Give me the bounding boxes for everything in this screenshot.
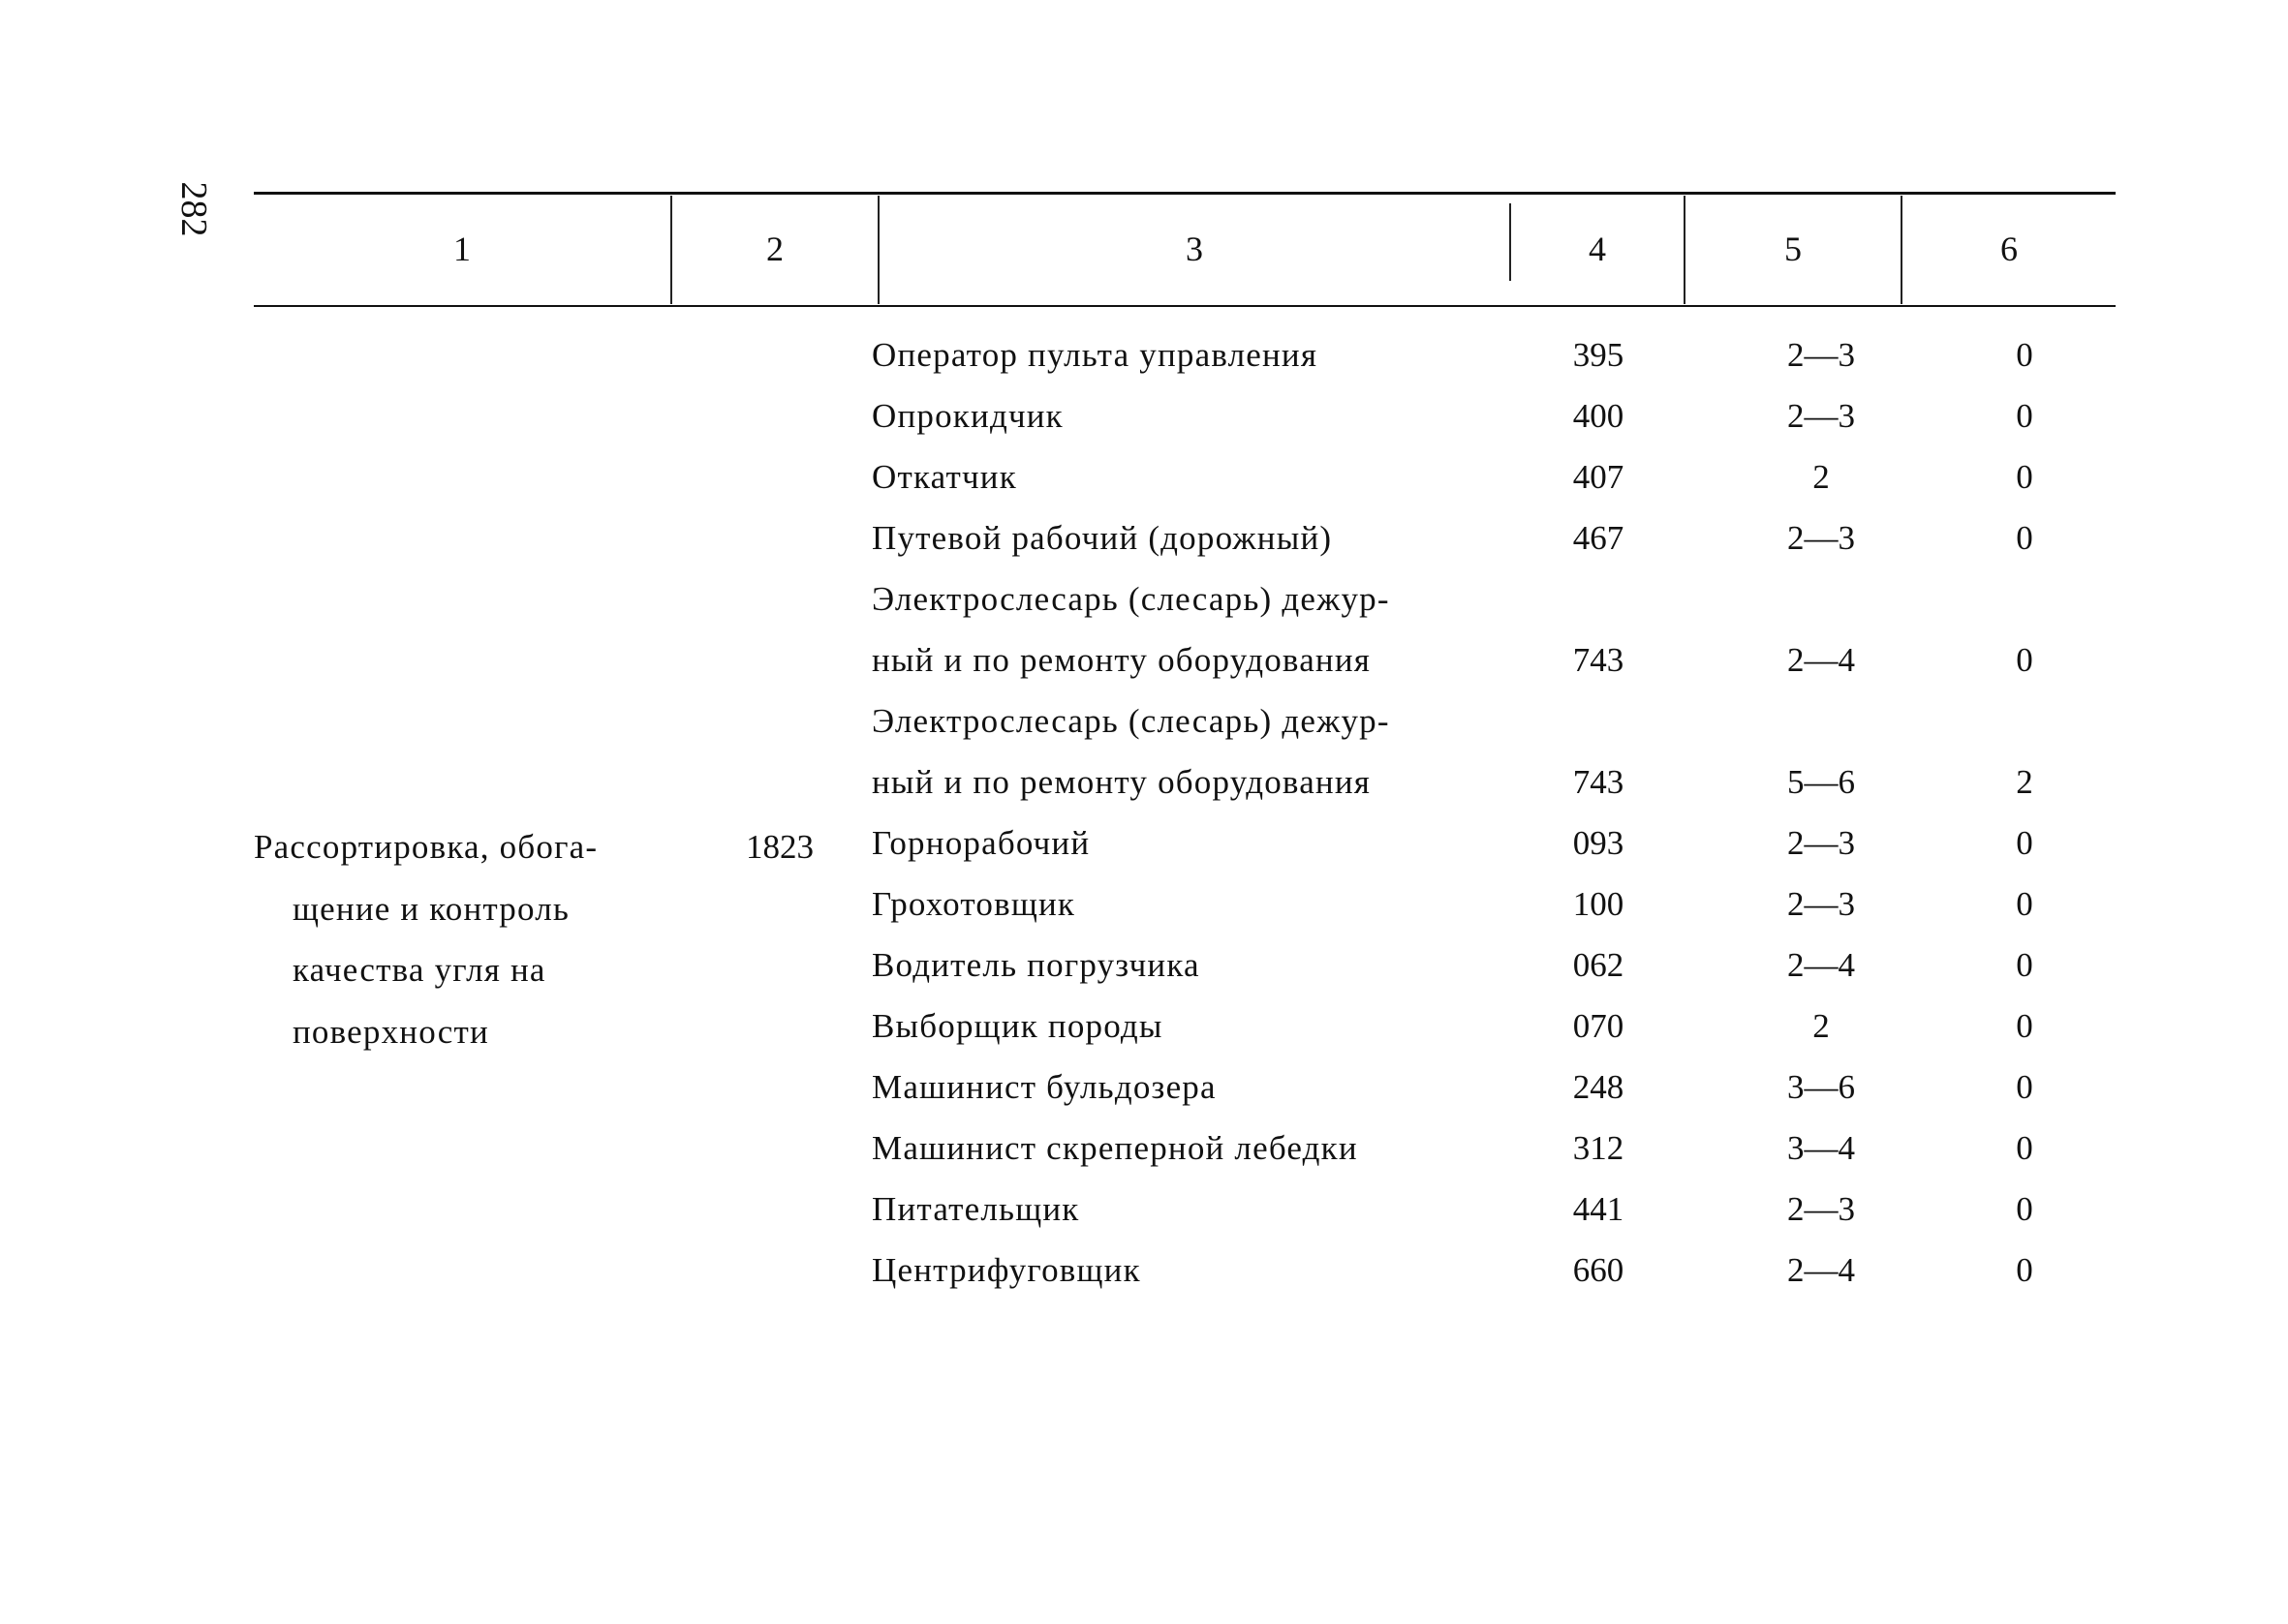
profession-code: 070 [1572,1007,1624,1045]
value: 0 [2016,1007,2033,1045]
profession-code: 100 [1572,885,1624,923]
profession-code: 660 [1572,1251,1624,1289]
value: 2 [2016,763,2033,801]
table-row [0,690,2288,751]
profession-name: Откатчик [872,458,1017,496]
profession-code: 743 [1572,641,1624,679]
profession-name: ный и по ремонту оборудования [872,641,1372,679]
profession-name: Питательщик [872,1190,1080,1228]
value: 0 [2016,458,2033,496]
profession-code: 441 [1572,1190,1624,1228]
header-col-2: 2 [766,230,784,268]
value: 0 [2016,1068,2033,1106]
profession-name: Горнорабочий [872,824,1091,862]
table-row [0,385,2288,446]
profession-name: Оператор пульта управления [872,336,1318,374]
table-row [0,935,2288,996]
grade-range: 3—6 [1787,1068,1855,1106]
table-row [0,873,2288,935]
value: 0 [2016,641,2033,679]
page-number: 282 [173,181,214,237]
profession-name: Электрослесарь (слесарь) дежур- [872,702,1390,740]
profession-code: 062 [1572,946,1624,984]
value: 0 [2016,1129,2033,1167]
profession-code: 467 [1572,519,1624,557]
value: 0 [2016,885,2033,923]
table-row [0,1240,2288,1301]
grade-range: 3—4 [1787,1129,1855,1167]
value: 0 [2016,946,2033,984]
header-col-6: 6 [2000,230,2018,268]
grade-range: 2 [1812,458,1830,496]
grade-range [1744,690,1899,751]
profession-code [1540,690,1656,751]
profession-name: Электрослесарь (слесарь) дежур- [872,580,1390,618]
group-code: 1823 [746,828,814,866]
grade-range: 2—3 [1787,336,1855,374]
grade-range [1744,568,1899,629]
value: 0 [2016,519,2033,557]
table-row [0,1118,2288,1179]
table-row [0,568,2288,629]
group-name-line: щение и контроль [293,889,571,928]
profession-name: Машинист скреперной лебедки [872,1129,1358,1167]
table-row [0,812,2288,873]
grade-range: 2—4 [1787,641,1855,679]
grade-range: 2—3 [1787,1190,1855,1228]
table-row [0,507,2288,568]
grade-range: 2—3 [1787,397,1855,435]
grade-range: 5—6 [1787,763,1855,801]
group-name-line: поверхности [293,1012,489,1051]
header-col-5: 5 [1784,230,1802,268]
profession-code [1540,568,1656,629]
profession-name: Опрокидчик [872,397,1064,435]
value: 0 [2016,397,2033,435]
profession-name: Водитель погрузчика [872,946,1200,984]
group-name-line: Рассортировка, обога- [254,828,599,866]
grade-range: 2—3 [1787,519,1855,557]
profession-name: Путевой рабочий (дорожный) [872,519,1333,557]
profession-name: Центрифуговщик [872,1251,1141,1289]
table-row [0,324,2288,385]
profession-name: Выборщик породы [872,1007,1163,1045]
table-row [0,1179,2288,1240]
table-row [0,751,2288,812]
header-col-1: 1 [453,230,471,268]
grade-range: 2 [1812,1007,1830,1045]
header-col-3: 3 [1186,230,1203,268]
value: 0 [2016,336,2033,374]
header-bottom-rule [254,305,2116,307]
table-row [0,446,2288,507]
header-col-4: 4 [1589,230,1606,268]
value [1976,690,2073,751]
grade-range: 2—4 [1787,1251,1855,1289]
grade-range: 2—3 [1787,824,1855,862]
profession-code: 248 [1572,1068,1624,1106]
profession-name: ный и по ремонту оборудования [872,763,1372,801]
profession-code: 743 [1572,763,1624,801]
table-row [0,1057,2288,1118]
table-top-rule [254,192,2116,195]
value: 0 [2016,1251,2033,1289]
value: 0 [2016,824,2033,862]
profession-name: Грохотовщик [872,885,1076,923]
profession-name: Машинист бульдозера [872,1068,1217,1106]
grade-range: 2—3 [1787,885,1855,923]
group-name-line: качества угля на [293,951,546,989]
value [1976,568,2073,629]
profession-code: 093 [1572,824,1624,862]
table-row [0,629,2288,690]
profession-code: 400 [1572,397,1624,435]
table-row [0,996,2288,1057]
value: 0 [2016,1190,2033,1228]
profession-code: 407 [1572,458,1624,496]
profession-code: 395 [1572,336,1624,374]
grade-range: 2—4 [1787,946,1855,984]
profession-code: 312 [1572,1129,1624,1167]
